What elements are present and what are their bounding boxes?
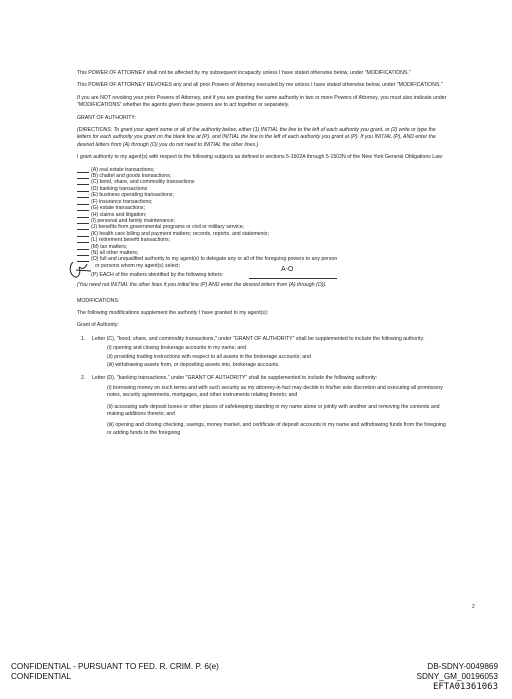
subject-item: (I) personal and family maintenance;: [77, 218, 449, 224]
subject-item: (E) business operating transactions;: [77, 192, 449, 198]
sub-item: (ii) providing trading instructions with respect to all assets in the brokerage accounts; and: [107, 353, 311, 360]
subject-item: (G) estate transactions;: [77, 205, 449, 211]
subject-item: (F) insurance transactions;: [77, 199, 449, 205]
incapacity-paragraph: This POWER OF ATTORNEY shall not be affected by my subsequent incapacity unless I have stated otherwise below, under "MODIFICATIONS.": [77, 70, 411, 76]
subject-item: (H) claims and litigation;: [77, 212, 449, 218]
modification-text: Letter (C), "bond, share, and commodity transactions," under "GRANT OF AUTHORITY" shall be supplemented to include the following authority:: [92, 335, 425, 342]
subject-item: (O) full and unqualified authority to my agent(s) to delegate any or all of the foregoing powers to any person: [77, 256, 449, 262]
sub-item: (i) borrowing money on such terms and with such security as my attorney-in-fact may decide in his/her sole discretion and executing all promissory notes, security agreements, mortgages, and other instruments relating thereto; and: [107, 384, 443, 399]
sub-item: (iii) opening and closing checking, savings, money market, and certificate of deposit accounts in my name and withdrawing funds from the foregoing or adding funds to the foregoing: [107, 422, 446, 436]
subject-item-continued: or persons whom my agent(s) select;: [95, 262, 181, 269]
modification-sublist: [92, 385, 449, 437]
item-p-label: (P) EACH of the matters identified by the following letters:: [91, 272, 224, 279]
subject-item: (M) tax matters;: [77, 244, 449, 250]
grant-of-authority-label: Grant of Authority:: [77, 322, 119, 329]
modifications-heading: MODIFICATIONS:: [77, 297, 120, 304]
sub-item: (iii) withdrawing assets from, or depositing assets into, brokerage accounts.: [107, 362, 280, 368]
modification-text: Letter (D), "banking transactions," under "GRANT OF AUTHORITY" shall be supplemented to include the following authority:: [92, 375, 378, 382]
item-p-note: (You need not INITIAL the other lines if you initial line (P) AND enter the desired letters from (A) through (O)).: [77, 282, 327, 289]
subject-list: [77, 167, 449, 270]
bates-footer: [398, 662, 498, 692]
subject-item: (B) chattel and goods transactions;: [77, 173, 449, 179]
sub-item: (ii) accessing safe deposit boxes or other places of safekeeping standing in my name alone or jointly with another and removing the contents and making additions thereto; and: [107, 403, 440, 418]
item-p-row: [77, 266, 449, 282]
bates-number-sdny: SDNY_GM_00196053: [416, 672, 498, 681]
subject-item: (A) real estate transactions;: [77, 167, 449, 173]
document-body: [77, 70, 449, 441]
item-p-letters: A-O: [281, 266, 294, 274]
modification-number: 2.: [81, 375, 86, 382]
revocation-paragraph: This POWER OF ATTORNEY REVOKES any and all prior Powers of Attorney executed by me unless I have stated otherwise below, under "MODIFICATIONS.": [77, 82, 443, 89]
letters-line: [249, 278, 337, 279]
modification-number: 1.: [81, 335, 86, 342]
subject-item: (N) all other matters;: [77, 250, 449, 256]
modification-item: [77, 336, 449, 370]
modifications-intro: The following modifications supplement the authority I have granted to my agent(s):: [77, 309, 269, 316]
page-number: 2: [472, 604, 475, 610]
grant-heading: GRANT OF AUTHORITY:: [77, 114, 136, 121]
grant-intro-paragraph: I grant authority to my agent(s) with respect to the following subjects as defined in sections 5-1502A through 5-1502N of the New York General Obligations Law:: [77, 154, 444, 161]
sub-item: (i) opening and closing brokerage accounts in my name; and: [107, 345, 246, 352]
modification-sublist: [92, 345, 449, 369]
modification-item: [77, 375, 449, 437]
bates-number-efta: EFTA01361063: [432, 682, 498, 692]
bates-number-db: DB-SDNY-0049869: [427, 662, 498, 671]
subject-item: (J) benefits from governmental programs or civil or military service;: [77, 224, 449, 230]
prior-powers-paragraph: If you are NOT revoking your prior Powers of Attorney, and if you are granting the same authority in two or more Powers of Attorney, you must also indicate under "MODIFICATIONS" whether the agents given these powers are to act together or separately.: [77, 94, 447, 109]
handwritten-initials-mark: [67, 258, 95, 280]
directions-paragraph: (DIRECTIONS: To grant your agent some or all of the authority below, either (1) INITIAL the line to the left of each authority you grant, or (2) write or type the letters for each authority you grant on the blank line at (P), and INITIAL the line to the left of each authority you grant at (P). If you INITIAL (P), AND enter the desired letters from (A) through (O) you do not need to INITIAL the other lines.): [77, 127, 436, 148]
subject-item: (C) bond, share, and commodity transactions: [77, 179, 449, 185]
subject-item: (K) health care billing and payment matters; records, reports, and statements;: [77, 231, 449, 237]
subject-item: (D) banking transactions: [77, 186, 449, 192]
footer-confidential: CONFIDENTIAL: [11, 672, 72, 681]
subject-item: (L) retirement benefit transactions;: [77, 237, 449, 243]
confidentiality-footer: [11, 662, 219, 682]
footer-confidential-rule: CONFIDENTIAL - PURSUANT TO FED. R. CRIM. P. 6(e): [11, 662, 219, 671]
